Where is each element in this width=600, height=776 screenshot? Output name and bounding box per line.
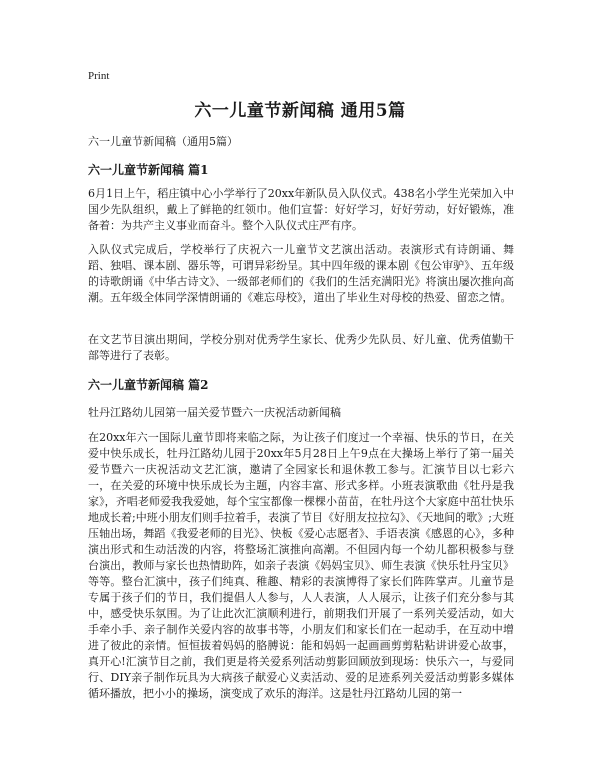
section2-paragraph-1: 在20xx年六一国际儿童节即将来临之际，为让孩子们度过一个幸福、快乐的节日，在关爱中快乐成长，牡丹江路幼儿园于20xx年5月28日上午9点在大操场上举行了第一届关爱节暨六一庆祝活动文艺汇演，邀请了全园家长和退休教工参与。汇演节目以七彩六一，在关爱的环境中快乐成长为主题，内容丰富、形式多样。小班表演歌曲《牡丹是我家》，齐唱老师爱我我爱她，每个宝宝都像一棵棵小苗苗，在牡丹这个大家庭中茁壮快乐地成长着;中班小朋友们则手拉着手，表演了节目《好朋友拉拉勾》、《天地间的歌》;大班压轴出场，舞蹈《我爱老师的目光》、快板《爱心志愿者》、手语表演《感恩的心》，多种演出形式和生动活泼的内容，将整场汇演推向高潮。不但园内每一个幼儿都积极参与登台演出，教师与家长也热情助阵，如亲子表演《妈妈宝贝》、师生表演《快乐牡丹宝贝》等等。整台汇演中，孩子们纯真、稚趣、精彩的表演博得了家长们阵阵掌声。儿童节是专属于孩子们的节日，我们提倡人人参与，人人表演，人人展示，让孩子们充分参与其中，感受快乐氛围。为了让此次汇演顺利进行，前期我们开展了一系列关爱活动，如大手牵小手、亲子制作关爱内容的故事书等，小朋友们和家长们在一起动手，在互动中增进了彼此的亲情。恒恒拔着妈妈的胳膊说：能和妈妈一起画画剪剪粘粘讲讲爱心故事，真开心!汇演节目之前，我们更是将关爱系列活动剪影回顾放到现场：快乐六一，与爱同行、DIY亲子制作玩具为大病孩子献爱心义卖活动、爱的足迹系列关爱活动剪影多媒体循环播放，把小小的操场，演变成了欢乐的海洋。这是牡丹江路幼儿园的第一 <box>88 431 514 700</box>
document-title: 六一儿童节新闻稿 通用5篇 <box>194 101 406 121</box>
section1-paragraph-2: 入队仪式完成后，学校举行了庆祝六一儿童节文艺演出活动。表演形式有诗朗诵、舞蹈、独唱、课本剧、器乐等，可谓异彩纷呈。其中四年级的课本剧《包公审驴》、五年级的诗歌朗诵《中华古诗文》、一级部老师们的《我们的生活充满阳光》将演出屡次推向高潮。五年级全体同学深情朗诵的《难忘母校》，道出了毕业生对母校的热爱、留恋之情。 <box>88 243 514 304</box>
section1-paragraph-1: 6月1日上午，稻庄镇中心小学举行了20xx年新队员入队仪式。438名小学生光荣加入中国少先队组织，戴上了鲜艳的红领巾。他们宣誓：好好学习，好好劳动，好好锻炼，准备着：为共产主义事业而奋斗。整个入队仪式庄严有序。 <box>88 187 514 232</box>
section-heading-2: 六一儿童节新闻稿 篇2 <box>88 378 209 392</box>
print-link[interactable]: Print <box>88 70 110 82</box>
section1-paragraph-3: 在文艺节目演出期间，学校分别对优秀学生家长、优秀少先队员、好儿童、优秀值勤干部等进行了表彰。 <box>88 333 514 362</box>
document-subtitle: 六一儿童节新闻稿（通用5篇） <box>88 135 238 148</box>
section2-intro: 牡丹江路幼儿园第一届关爱节暨六一庆祝活动新闻稿 <box>88 406 341 419</box>
section-heading-1: 六一儿童节新闻稿 篇1 <box>88 163 209 177</box>
